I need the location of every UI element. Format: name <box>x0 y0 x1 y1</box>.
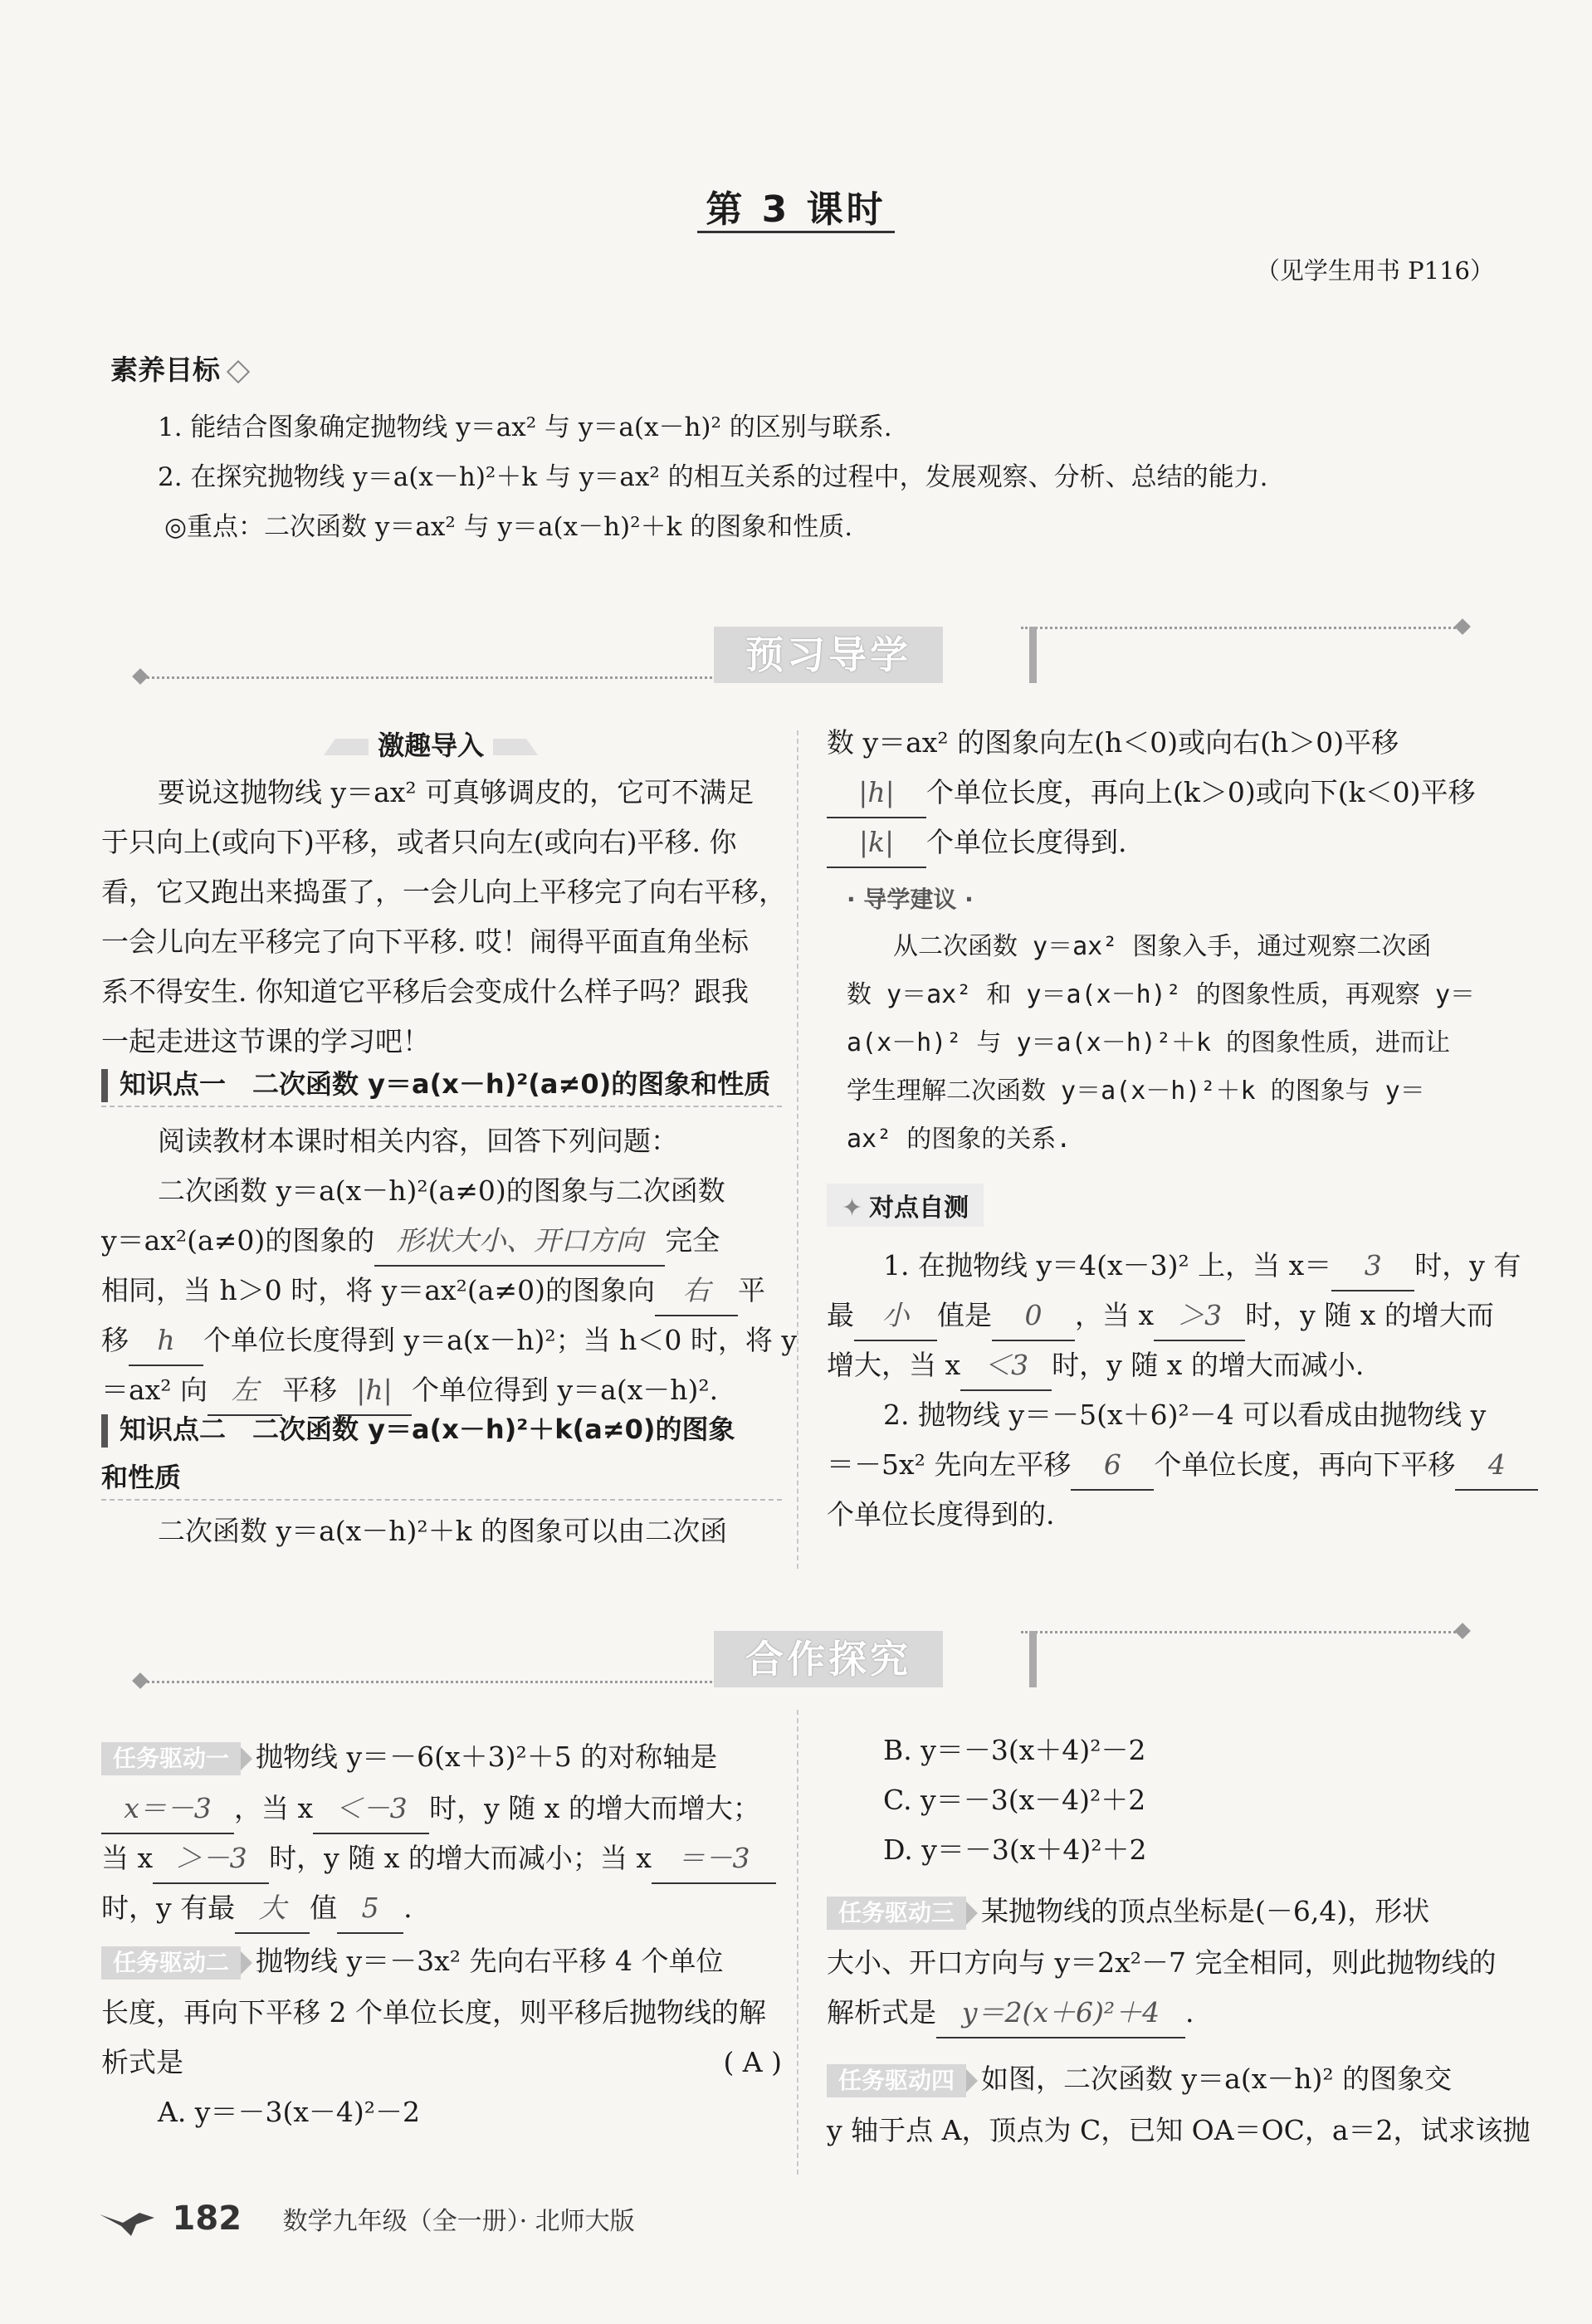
answer-blank: |k| <box>827 818 926 868</box>
kp1-line-3 <box>101 1217 720 1267</box>
guide-line-3: a(x－h)² 与 y＝a(x－h)²＋k 的图象性质，进而让 <box>847 1028 1451 1057</box>
page-title: 第 3 课时 <box>0 179 1592 232</box>
explore-banner-label: 合作探究 <box>714 1631 943 1687</box>
intro-line-3: 看，它又跑出来捣蛋了，一会儿向上平移完了向右平移， <box>101 876 786 908</box>
task-3-line-2: 大小、开口方向与 y＝2x²－7 完全相同，则此抛物线的 <box>827 1946 1497 1979</box>
banner-dot-icon <box>1454 618 1471 635</box>
banner-dot-icon <box>132 668 149 685</box>
intro-heading <box>324 725 538 763</box>
banner-dot-icon <box>1454 1623 1471 1639</box>
intro-heading-label: 激趣导入 <box>378 730 485 761</box>
kp2-cont-line-3-text: 个单位长度得到. <box>926 826 1127 858</box>
intro-heading-left-decoration <box>324 739 369 755</box>
goal-item-2: 2. 在探究抛物线 y＝a(x－h)²＋k 与 y＝ax² 的相互关系的过程中，发展观察、分析、总结的能力. <box>158 462 1268 492</box>
task-2-option-b: B. y＝－3(x＋4)²－2 <box>883 1734 1146 1766</box>
task-4-tag: 任务驱动四 <box>827 2064 966 2097</box>
self-test-heading-label: 对点自测 <box>869 1194 969 1223</box>
task-3-line-1 <box>827 1887 1429 1936</box>
q1-text: 时，y 随 x 的增大而 <box>1245 1299 1494 1331</box>
q1-text: ，当 x <box>1075 1299 1155 1331</box>
answer-blank: 小 <box>854 1291 937 1341</box>
kp2-heading-label: 知识点二 二次函数 y＝a(x－h)²＋k(a≠0)的图象 <box>120 1413 735 1445</box>
answer-blank: 0 <box>992 1291 1075 1341</box>
task-2-option-d: D. y＝－3(x＋4)²＋2 <box>883 1833 1147 1866</box>
intro-line-6: 一起走进这节课的学习吧！ <box>101 1025 430 1057</box>
task-4-line-1 <box>827 2055 1452 2103</box>
intro-line-1: 要说这抛物线 y＝ax² 可真够调皮的，它可不满足 <box>158 776 754 808</box>
answer-blank: ＞－3 <box>153 1834 269 1884</box>
task-2-line-1 <box>101 1937 723 1985</box>
kp2-cont-line-1: 数 y＝ax² 的图象向左(h＜0)或向右(h＞0)平移 <box>827 726 1399 759</box>
self-test-heading <box>827 1184 984 1227</box>
task-4-text: 如图，二次函数 y＝a(x－h)² 的图象交 <box>981 2063 1453 2095</box>
guide-line-4: 学生理解二次函数 y＝a(x－h)²＋k 的图象与 y＝ <box>847 1077 1425 1106</box>
task-1-text: 时，y 随 x 的增大而减小；当 x <box>269 1842 652 1874</box>
kp2-cont-line-2-text: 个单位长度，再向上(k＞0)或向下(k＜0)平移 <box>926 776 1476 808</box>
intro-line-2: 于只向上(或向下)平移，或者只向左(或向右)平移. 你 <box>101 826 737 858</box>
kp2-line-1: 二次函数 y＝a(x－h)²＋k 的图象可以由二次函 <box>158 1515 728 1547</box>
task-3-tag: 任务驱动三 <box>827 1897 966 1930</box>
q2-text: ＝－5x² 先向左平移 <box>827 1448 1072 1481</box>
answer-blank: 4 <box>1455 1441 1538 1491</box>
book-name: 数学九年级（全一册）· 北师大版 <box>282 2207 635 2236</box>
goal-item-1: 1. 能结合图象确定抛物线 y＝ax² 与 y＝a(x－h)² 的区别与联系. <box>158 413 892 442</box>
task-3-text: 某抛物线的顶点坐标是(－6,4)，形状 <box>981 1895 1430 1927</box>
answer-blank: 6 <box>1071 1441 1154 1491</box>
book-reference: （见学生用书 P116） <box>1255 256 1494 285</box>
task-1-line-1 <box>101 1733 717 1781</box>
section-marker <box>101 1069 108 1102</box>
page-number: 182 <box>172 2200 242 2238</box>
task-1-line-3 <box>101 1834 776 1884</box>
task-1-line-4 <box>101 1884 413 1934</box>
kp1-line-5-text: 移 <box>101 1324 129 1356</box>
answer-blank: ＜3 <box>960 1341 1052 1391</box>
kp1-line-4-text-end: 平 <box>737 1274 765 1306</box>
kp1-line-6-text-end: 个单位得到 y＝a(x－h)². <box>412 1374 719 1406</box>
goals-heading-label: 素养目标 <box>110 354 220 386</box>
answer-blank: ＞3 <box>1154 1291 1245 1341</box>
task-3-line-3 <box>827 1989 1194 2038</box>
kp1-line-3-text-end: 完全 <box>665 1224 720 1257</box>
intro-heading-right-decoration <box>493 739 538 755</box>
goals-heading <box>110 349 247 388</box>
task-1-text: 抛物线 y＝－6(x＋3)²＋5 的对称轴是 <box>256 1741 718 1773</box>
plus-icon: ✦ <box>842 1194 863 1223</box>
preview-banner-label: 预习导学 <box>714 627 943 683</box>
banner-bar <box>1029 1631 1037 1687</box>
answer-blank: ＝－3 <box>652 1834 776 1884</box>
task-2-option-a: A. y＝－3(x－4)²－2 <box>158 2096 421 2128</box>
self-test-q2-line-2 <box>827 1441 1538 1491</box>
answer-blank: ＜－3 <box>313 1784 429 1834</box>
answer-blank: 大 <box>235 1884 310 1934</box>
answer-blank: |h| <box>337 1366 412 1416</box>
task-1-text: 时，y 随 x 的增大而增大； <box>429 1792 760 1824</box>
kp2-cont-line-2 <box>827 769 1475 818</box>
banner-bar <box>1029 627 1037 683</box>
task-3-text: 解析式是 <box>827 1996 936 2029</box>
q1-text: 时，y 有 <box>1414 1249 1521 1282</box>
answer-blank: x＝－3 <box>101 1784 234 1834</box>
answer-blank: 3 <box>1331 1242 1414 1291</box>
guide-line-2: 数 y＝ax² 和 y＝a(x－h)² 的图象性质，再观察 y＝ <box>847 980 1476 1009</box>
task-2-line-3 <box>101 2038 782 2087</box>
kp1-line-4 <box>101 1267 765 1316</box>
q1-text: 增大，当 x <box>827 1349 961 1381</box>
task-3-text: . <box>1185 1996 1194 2029</box>
guide-line-1: 从二次函数 y＝ax² 图象入手，通过观察二次函 <box>893 932 1432 961</box>
answer-blank: 形状大小、开口方向 <box>374 1217 665 1267</box>
explore-banner <box>141 1631 1461 1697</box>
answer-blank: y＝2(x＋6)²＋4 <box>936 1989 1185 2038</box>
task-1-text: 值 <box>310 1892 338 1924</box>
q1-text: 值是 <box>937 1299 992 1331</box>
task-1-text: ，当 x <box>234 1792 314 1824</box>
goal-key-point: ◎重点：二次函数 y＝ax² 与 y＝a(x－h)²＋k 的图象和性质. <box>164 512 853 542</box>
knowledge-point-2-heading <box>101 1408 782 1451</box>
task-1-text: . <box>403 1892 413 1924</box>
intro-line-4: 一会儿向左平移完了向下平移. 哎！闹得平面直角坐标 <box>101 925 749 958</box>
answer-blank: 左 <box>208 1366 282 1416</box>
self-test-q2-line-3: 个单位长度得到的. <box>827 1498 1055 1531</box>
knowledge-point-2-heading-cont: 和性质 <box>101 1456 782 1501</box>
column-divider <box>797 730 798 1569</box>
kp1-line-6-text-mid: 平移 <box>282 1374 338 1406</box>
kp1-heading-label: 知识点一 二次函数 y＝a(x－h)²(a≠0)的图象和性质 <box>120 1068 771 1100</box>
self-test-q2-line-1: 2. 抛物线 y＝－5(x＋6)²－4 可以看成由抛物线 y <box>883 1399 1487 1431</box>
kp1-line-5-text-end: 个单位长度得到 y＝a(x－h)²；当 h＜0 时，将 y <box>203 1324 798 1356</box>
column-divider-2 <box>797 1710 798 2175</box>
section-marker <box>101 1414 108 1448</box>
task-2-answer: ( A ) <box>723 2046 782 2078</box>
self-test-q1-line-1 <box>883 1242 1521 1291</box>
answer-blank: |h| <box>827 769 926 818</box>
page-footer <box>98 2200 635 2239</box>
kp2-cont-line-3 <box>827 818 1127 868</box>
task-2-text: 抛物线 y＝－3x² 先向右平移 4 个单位 <box>256 1945 724 1977</box>
answer-blank: 5 <box>337 1884 403 1934</box>
kp1-line-5 <box>101 1316 797 1366</box>
answer-blank: h <box>129 1316 203 1366</box>
task-2-text: 析式是 <box>101 2046 183 2078</box>
task-1-text: 时，y 有最 <box>101 1892 236 1924</box>
intro-line-5: 系不得安生. 你知道它平移后会变成什么样子吗？跟我 <box>101 975 749 1008</box>
banner-dot-icon <box>132 1672 149 1689</box>
knowledge-point-1-heading <box>101 1062 782 1107</box>
task-1-text: 当 x <box>101 1842 154 1874</box>
guide-heading: · 导学建议 · <box>847 886 974 913</box>
kp1-line-2: 二次函数 y＝a(x－h)²(a≠0)的图象与二次函数 <box>158 1174 725 1207</box>
kp1-line-4-text: 相同，当 h＞0 时，将 y＝ax²(a≠0)的图象向 <box>101 1274 655 1306</box>
q1-text: 1. 在抛物线 y＝4(x－3)² 上，当 x＝ <box>883 1249 1332 1282</box>
bird-logo-icon <box>98 2206 156 2239</box>
answer-blank: 右 <box>655 1267 738 1316</box>
kp1-line-6-text: ＝ax² 向 <box>101 1374 208 1406</box>
guide-line-5: ax² 的图象的关系. <box>847 1125 1072 1154</box>
q1-text: 最 <box>827 1299 854 1331</box>
self-test-q1-line-2 <box>827 1291 1494 1341</box>
diamond-icon <box>227 359 250 383</box>
task-4-line-2: y 轴于点 A，顶点为 C，已知 OA＝OC，a＝2，试求该抛 <box>827 2114 1531 2146</box>
kp1-line-3-text: y＝ax²(a≠0)的图象的 <box>101 1224 375 1257</box>
task-1-line-2 <box>101 1784 760 1834</box>
q2-text: 个单位长度，再向下平移 <box>1154 1448 1456 1481</box>
kp1-line-1: 阅读教材本课时相关内容，回答下列问题： <box>158 1125 678 1157</box>
preview-banner <box>141 627 1461 693</box>
q1-text: 时，y 随 x 的增大而减小. <box>1052 1349 1365 1381</box>
task-2-tag: 任务驱动二 <box>101 1946 241 1980</box>
task-2-line-2: 长度，再向下平移 2 个单位长度，则平移后抛物线的解 <box>101 1996 766 2029</box>
task-1-tag: 任务驱动一 <box>101 1742 241 1775</box>
self-test-q1-line-3 <box>827 1341 1364 1391</box>
task-2-option-c: C. y＝－3(x－4)²＋2 <box>883 1784 1146 1816</box>
